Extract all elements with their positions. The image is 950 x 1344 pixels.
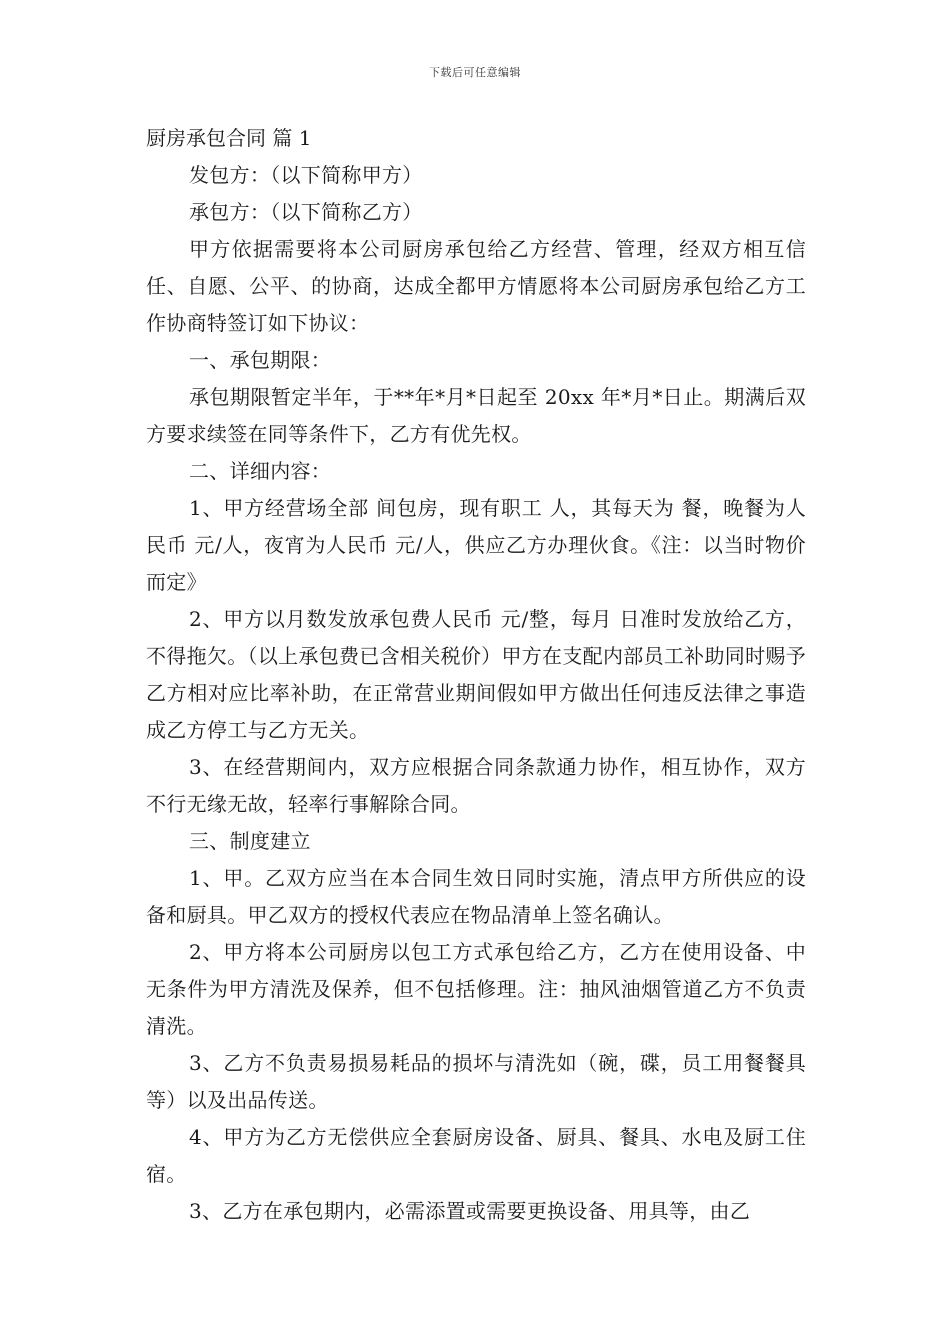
paragraph-issuer: 发包方：（以下简称甲方） <box>189 163 423 187</box>
section-heading-details: 二、详细内容： <box>189 459 332 483</box>
paragraph-rules-5: 3、乙方在承包期内，必需添置或需要更换设备、用具等，由乙 <box>189 1199 751 1223</box>
page-header: 下载后可任意编辑 <box>429 66 521 79</box>
paragraph-details-2: 2、甲方以月数发放承包费人民币 元/整，每月 日准时发放给乙方，不得拖欠。（以上承包费已含相关税价）甲方在支配内部员工补助同时赐予乙方相对应比率补助，在正常营业期间假如甲方做出任何违反法律之事造成乙方停工与乙方无关。 <box>146 607 806 742</box>
paragraph-term: 承包期限暂定半年，于**年*月*日起至 20xx 年*月*日止。期满后双方要求续签在同等条件下，乙方有优先权。 <box>146 385 806 446</box>
paragraph-details-3: 3、在经营期间内，双方应根据合同条款通力协作，相互协作，双方不行无缘无故，轻率行事解除合同。 <box>146 755 806 816</box>
paragraph-rules-2: 2、甲方将本公司厨房以包工方式承包给乙方，乙方在使用设备、中无条件为甲方清洗及保养，但不包括修理。注：抽风油烟管道乙方不负责清洗。 <box>146 940 806 1038</box>
paragraph-contractor: 承包方：（以下简称乙方） <box>189 200 423 224</box>
paragraph-details-1: 1、甲方经营场全部 间包房，现有职工 人，其每天为 餐，晚餐为人民币 元/人，夜宵为人民币 元/人，供应乙方办理伙食。《注：以当时物价而定》 <box>146 496 806 594</box>
paragraph-rules-3: 3、乙方不负责易损易耗品的损坏与清洗如（碗，碟，员工用餐餐具等）以及出品传送。 <box>146 1051 806 1112</box>
paragraph-rules-1: 1、甲。乙双方应当在本合同生效日同时实施，清点甲方所供应的设备和厨具。甲乙双方的授权代表应在物品清单上签名确认。 <box>146 866 806 927</box>
section-heading-term: 一、承包期限： <box>189 348 332 372</box>
section-heading-rules: 三、制度建立 <box>189 829 311 853</box>
paragraph-rules-4: 4、甲方为乙方无偿供应全套厨房设备、厨具、餐具、水电及厨工住宿。 <box>146 1125 806 1186</box>
document-title: 厨房承包合同 篇 1 <box>146 126 312 150</box>
paragraph-intro: 甲方依据需要将本公司厨房承包给乙方经营、管理，经双方相互信任、自愿、公平、的协商，达成全都甲方情愿将本公司厨房承包给乙方工作协商特签订如下协议： <box>146 237 806 335</box>
document-body <box>146 120 806 1230</box>
